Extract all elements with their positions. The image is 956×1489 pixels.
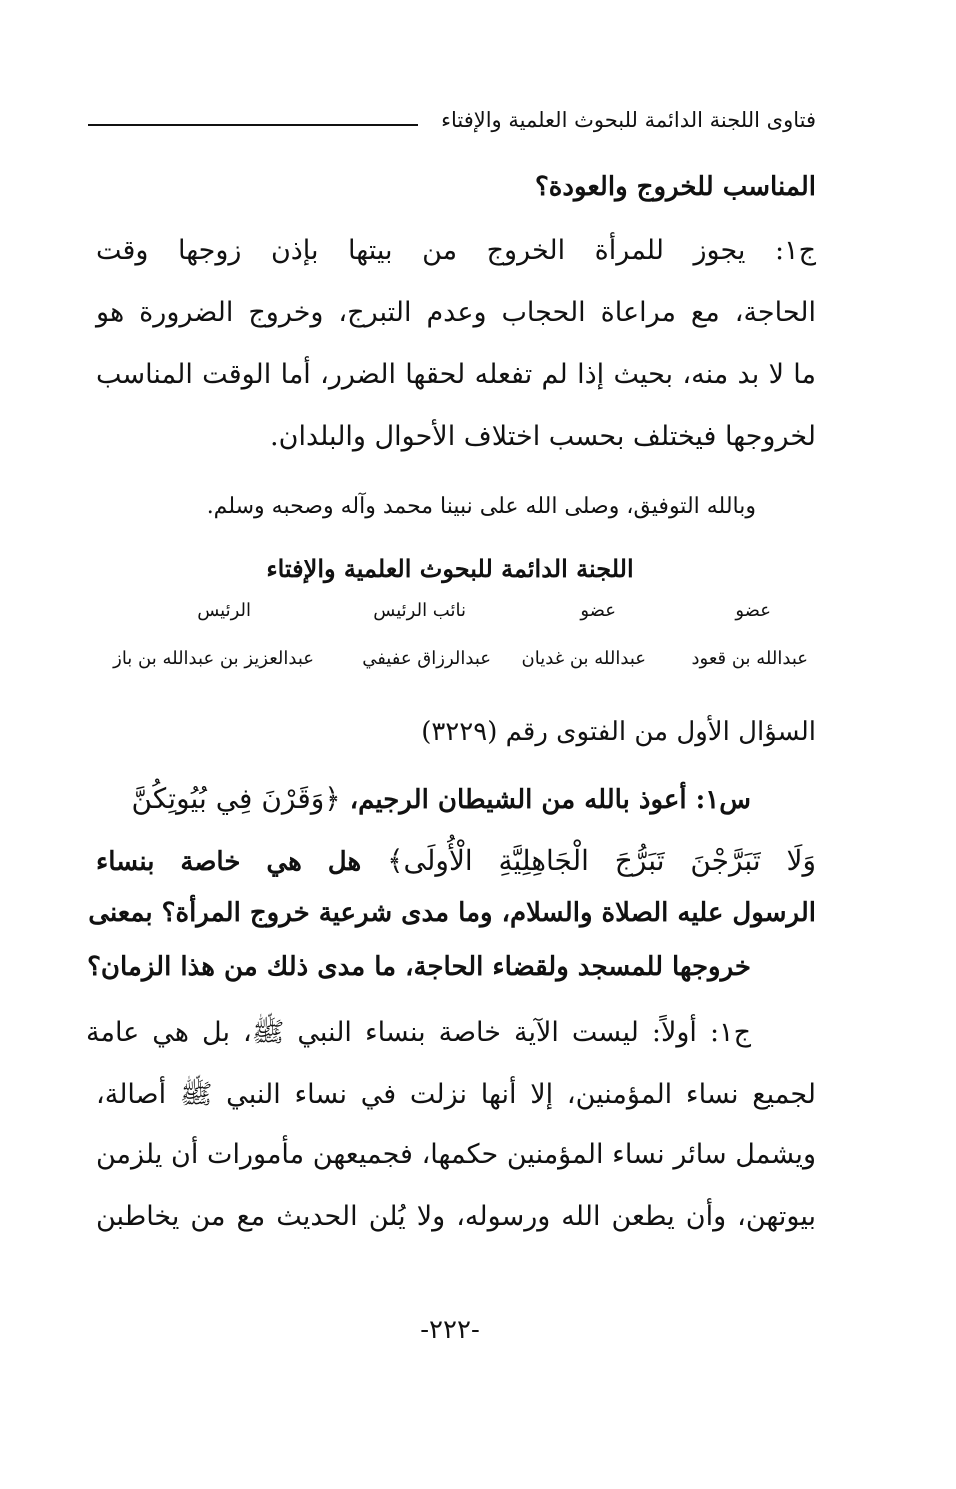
answer2-line-3: ويشمل سائر نساء المؤمنين حكمها، فجميعهن مأمورات أن يلزمن [96,1139,816,1170]
question-line-3: الرسول عليه الصلاة والسلام، وما مدى شرعية خروج المرأة؟ بمعنى [88,898,816,928]
closing-line: وبالله التوفيق، وصلى الله على نبينا محمد وآله وصحبه وسلم. [206,494,756,519]
answer-line-4: لخروجها فيختلف بحسب اختلاف الأحوال والبلدان. [270,421,816,452]
name-vice-chair: عبدالرزاق عفيفي [362,648,491,669]
question-line-2-suffix: هل هي خاصة بنساء [96,847,388,877]
answer2-line-4: بيوتهن، وأن يطعن الله ورسوله، ولا يُلن الحديث مع من يخاطبن [96,1201,816,1232]
question-prefix: س١: أعوذ بالله من الشيطان الرجيم، [340,785,751,815]
header-rule [88,124,418,126]
committee-title: اللجنة الدائمة للبحوث العلمية والإفتاء [266,554,634,583]
question-line-1 [86,782,751,815]
name-member-1: عبدالله بن قعود [691,648,808,669]
role-member-2: عضو [580,600,616,621]
answer2-line-2: لجميع نساء المؤمنين، إلا أنها نزلت في نساء النبي ﷺ أصالة، [96,1079,816,1110]
name-member-2: عبدالله بن غديان [521,648,646,669]
role-chair: الرئيس [197,600,251,621]
question-tail: المناسب للخروج والعودة؟ [534,172,816,202]
role-vice-chair: نائب الرئيس [373,600,466,621]
role-member-1: عضو [735,600,771,621]
answer-line-1: ج١: يجوز للمرأة الخروج من بيتها بإذن زوجها وقت [96,235,816,266]
answer-line-3: ما لا بد منه، بحيث إذا لم تفعله لحقها الضرر، أما الوقت المناسب [96,359,816,390]
quran-verse-part-1: ﴿وَقَرْنَ فِي بُيُوتِكُنَّ [131,782,341,815]
page-number: -٢٢٢- [420,1315,480,1345]
question-line-4: خروجها للمسجد ولقضاء الحاجة، ما مدى ذلك من هذا الزمان؟ [87,952,751,982]
running-header-title: فتاوى اللجنة الدائمة للبحوث العلمية والإفتاء [441,108,816,132]
name-chair: عبدالعزيز بن عبدالله بن باز [113,648,314,669]
fatwa-heading: السؤال الأول من الفتوى رقم (٣٢٢٩) [421,717,816,747]
quran-verse-part-2: وَلَا تَبَرَّجْنَ تَبَرُّجَ الْجَاهِلِيَّةِ الْأُولَى﴾ [387,844,816,877]
question-line-2 [96,844,816,877]
answer-line-2: الحاجة، مع مراعاة الحجاب وعدم التبرج، وخروج الضرورة هو [96,297,816,328]
answer2-line-1: ج١: أولاً: ليست الآية خاصة بنساء النبي ﷺ، بل هي عامة [86,1017,751,1048]
